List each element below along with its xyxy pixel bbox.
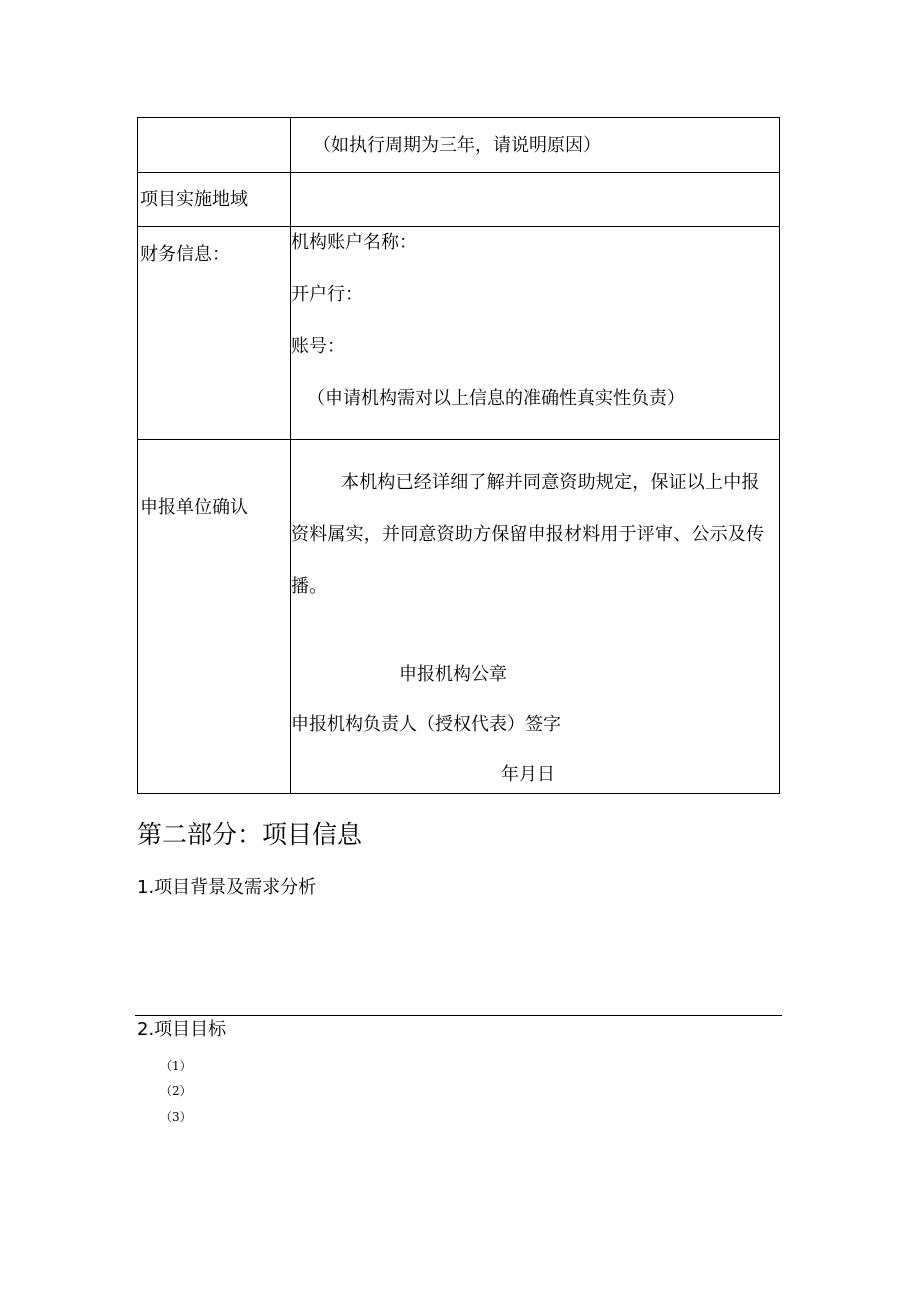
background-heading: 1.项目背景及需求分析: [137, 877, 317, 898]
section-title: 第二部分：项目信息: [137, 820, 363, 849]
finance-label-cell: [138, 227, 291, 440]
region-label: 项目实施地域: [140, 189, 248, 210]
finance-value-cell[interactable]: [291, 227, 780, 440]
finance-label: 财务信息：: [140, 244, 230, 265]
confirm-row: [138, 440, 780, 794]
goal-item-3: （3）: [160, 1110, 192, 1124]
period-value-cell[interactable]: [291, 118, 780, 173]
period-row: [138, 118, 780, 173]
confirm-value-cell: [291, 440, 780, 794]
finance-note: （申请机构需对以上信息的准确性真实性负责）: [307, 388, 685, 409]
goals-heading: 2.项目目标: [137, 1019, 227, 1040]
region-value-cell[interactable]: [291, 173, 780, 227]
confirm-label-cell: [138, 440, 291, 794]
region-row: [138, 173, 780, 227]
confirm-statement: 本机构已经详细了解并同意资助规定，保证以上中报资料属实，并同意资助方保留申报材料用于评审、公示及传播。: [291, 472, 765, 597]
divider: [135, 1015, 782, 1016]
bank-label: 开户行：: [291, 284, 363, 305]
finance-row: [138, 227, 780, 440]
application-form-table: [137, 117, 780, 794]
signature-label: 申报机构负责人（授权代表）签字: [291, 714, 561, 735]
period-note: （如执行周期为三年，请说明原因）: [313, 135, 601, 156]
date-label: 年月日: [501, 764, 555, 785]
account-number-label: 账号：: [291, 336, 345, 357]
goal-item-1: （1）: [160, 1059, 192, 1073]
period-label-cell: [138, 118, 291, 173]
goal-item-2: （2）: [160, 1084, 192, 1098]
confirm-label: 申报单位确认: [140, 497, 248, 518]
region-label-cell: [138, 173, 291, 227]
account-name-label: 机构账户名称：: [291, 232, 417, 253]
seal-label: 申报机构公章: [399, 664, 507, 685]
